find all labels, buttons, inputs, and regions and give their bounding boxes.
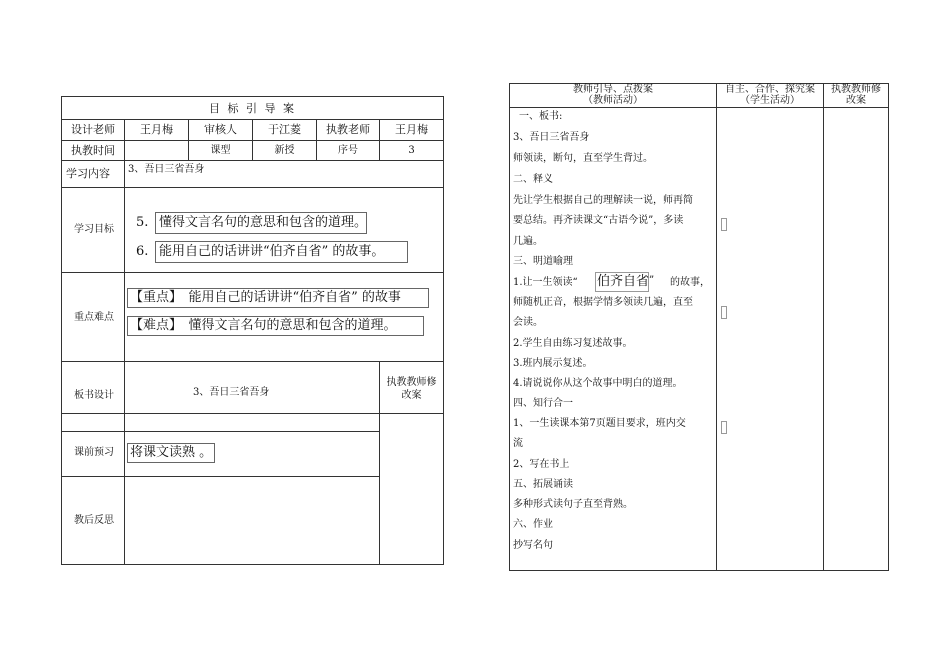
rule <box>61 96 62 565</box>
designer-label: 设计老师 <box>71 123 115 136</box>
body-line: 几遍。 <box>513 236 543 247</box>
reviewer-label: 审核人 <box>204 123 237 136</box>
rule <box>716 83 717 571</box>
difficult-point-box <box>127 316 424 336</box>
body-line: 的故事， <box>670 277 710 288</box>
placeholder-mark <box>721 218 727 231</box>
teacher-value: 王月梅 <box>395 123 428 136</box>
teacher-label: 执教老师 <box>326 123 370 136</box>
content-label: 学习内容 <box>66 167 110 180</box>
rule <box>443 96 444 565</box>
rule <box>823 83 824 571</box>
body-line: ” <box>649 275 655 286</box>
story-name: 伯齐自省 <box>597 274 650 289</box>
header-teacher-sub: （教师活动） <box>583 95 643 106</box>
seq-value: 3 <box>408 145 415 156</box>
rule <box>61 361 444 362</box>
body-line: 师领读，断句，直至学生背过。 <box>513 153 653 164</box>
goal-box <box>155 241 408 263</box>
type-value: 新授 <box>274 145 295 156</box>
difficult-point-text: 【难点】 懂得文言名句的意思和包含的道理。 <box>130 318 397 333</box>
header-student: 自主、合作、探究案 <box>725 84 815 95</box>
body-line: 2.学生自由练习复述故事。 <box>513 338 633 349</box>
body-line: 二、释义 <box>513 174 553 185</box>
rule <box>61 476 379 477</box>
header-teacher: 教师引导、点拨案 <box>573 84 653 95</box>
body-line: 3.班内展示复述。 <box>513 358 593 369</box>
preview-text: 将课文读熟 。 <box>130 445 213 460</box>
key-point-box <box>127 288 429 308</box>
revise-label: 改案 <box>401 390 422 401</box>
body-line: 流 <box>513 438 523 449</box>
body-line: 一、板书: <box>519 111 563 122</box>
body-line: 三、明道喻理 <box>513 256 573 267</box>
body-line: 先让学生根据自己的理解读一说，师再简 <box>513 195 693 206</box>
key-point-text: 【重点】 能用自己的话讲讲“伯齐自省” 的故事 <box>130 290 401 305</box>
body-line: 3、吾日三省吾身 <box>513 132 590 143</box>
header-revise-sub: 改案 <box>846 95 866 106</box>
body-line: 要总结。再齐读课文“古语今说”，多读 <box>513 215 684 226</box>
goals-label: 学习目标 <box>74 224 114 235</box>
body-line: 抄写名句 <box>513 540 553 551</box>
rule <box>61 431 379 432</box>
placeholder-mark <box>721 421 727 434</box>
goal-number: 5. <box>136 215 149 230</box>
body-line: 4.请说说你从这个故事中明白的道理。 <box>513 378 683 389</box>
body-line: 四、知行合一 <box>513 398 573 409</box>
rule <box>61 413 444 414</box>
body-line: 2、写在书上 <box>513 459 570 470</box>
header-revise: 执教教师修 <box>831 84 881 95</box>
content-value: 3、吾日三省吾身 <box>128 164 205 175</box>
body-line: 多种形式读句子直至背熟。 <box>513 499 633 510</box>
rule <box>888 83 889 571</box>
body-line: 会读。 <box>513 317 543 328</box>
story-name-box <box>595 272 649 292</box>
body-line: 五、拓展诵读 <box>513 479 573 490</box>
rule <box>61 564 444 565</box>
revise-label: 执教教师修 <box>386 377 437 388</box>
goal-number: 6. <box>136 244 149 259</box>
rule <box>61 96 444 97</box>
body-line: 师随机正音，根据学情多领读几遍，直至 <box>513 297 693 308</box>
type-label: 课型 <box>210 145 231 156</box>
body-line: 六、作业 <box>513 519 553 530</box>
reviewer-value: 于江菱 <box>268 123 301 136</box>
board-label: 板书设计 <box>74 390 114 401</box>
board-value: 3、吾日三省吾身 <box>193 387 270 398</box>
rule <box>509 83 510 571</box>
goal-text: 懂得文言名句的意思和包含的道理。 <box>159 215 368 230</box>
preview-box <box>127 443 215 463</box>
reflect-label: 教后反思 <box>74 515 114 526</box>
goal-box <box>155 212 367 234</box>
rule <box>124 119 125 565</box>
table-title: 目 标 引 导 案 <box>209 102 296 115</box>
body-line: 1、一生读课本第7页题目要求，班内交 <box>513 418 686 429</box>
placeholder-mark <box>721 306 727 319</box>
rule <box>509 570 889 571</box>
body-line: 1.让一生领读“ <box>513 277 578 288</box>
preview-label: 课前预习 <box>74 447 114 458</box>
header-student-sub: （学生活动） <box>740 95 800 106</box>
designer-value: 王月梅 <box>140 123 173 136</box>
rule <box>61 272 444 273</box>
rule <box>61 187 444 188</box>
key-label: 重点难点 <box>74 312 114 323</box>
goal-text: 能用自己的话讲讲“伯齐自省” 的故事。 <box>159 244 385 259</box>
rule <box>509 107 889 108</box>
seq-label: 序号 <box>338 145 358 156</box>
time-label: 执教时间 <box>71 144 115 157</box>
rule <box>61 160 444 161</box>
